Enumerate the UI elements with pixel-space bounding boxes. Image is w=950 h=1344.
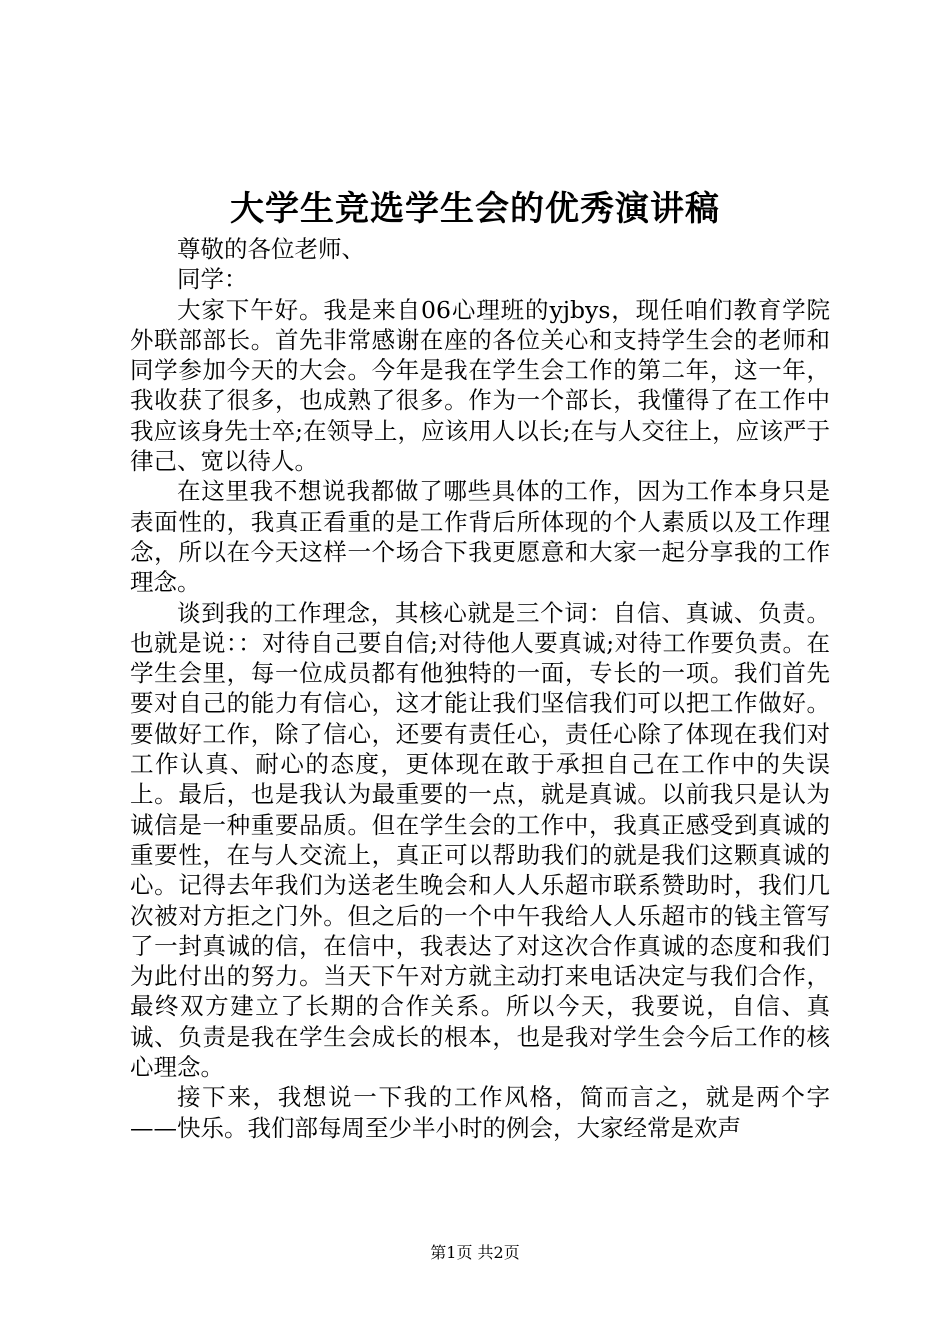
page-footer: 第1页 共2页 bbox=[430, 1243, 520, 1262]
document-title: 大学生竞选学生会的优秀演讲稿 bbox=[230, 189, 720, 229]
paragraph: 接下来，我想说一下我的工作风格，简而言之，就是两个字——快乐。我们部每周至少半小时的例会，大家经常是欢声 bbox=[130, 1083, 830, 1142]
salutation-line-2: 同学： bbox=[177, 265, 248, 294]
salutation-line-1: 尊敬的各位老师、 bbox=[177, 235, 365, 263]
document-body bbox=[130, 234, 830, 1143]
paragraph: 在这里我不想说我都做了哪些具体的工作，因为工作本身只是表面性的，我真正看重的是工作背后所体现的个人素质以及工作理念，所以在今天这样一个场合下我更愿意和大家一起分享我的工作理念。 bbox=[130, 477, 830, 597]
paragraph: 谈到我的工作理念，其核心就是三个词：自信、真诚、负责。也就是说：：对待自己要自信;对待他人要真诚;对待工作要负责。在学生会里，每一位成员都有他独特的一面，专长的一项。我们首先要对自己的能力有信心，这才能让我们坚信我们可以把工作做好。要做好工作，除了信心，还要有责任心，责任心除了体现在我们对工作认真、耐心的态度，更体现在敢于承担自己在工作中的失误上。最后，也是我认为最重要的一点，就是真诚。以前我只是认为诚信是一种重要品质。但在学生会的工作中，我真正感受到真诚的重要性，在与人交流上，真正可以帮助我们的就是我们这颗真诚的心。记得去年我们为送老生晚会和人人乐超市联系赞助时，我们几次被对方拒之门外。但之后的一个中午我给人人乐超市的钱主管写了一封真诚的信，在信中，我表达了对这次合作真诚的态度和我们为此付出的努力。当天下午对方就主动打来电话决定与我们合作，最终双方建立了长期的合作关系。所以今天，我要说，自信、真诚、负责是我在学生会成长的根本，也是我对学生会今后工作的核心理念。 bbox=[130, 598, 830, 1082]
paragraph: 大家下午好。我是来自06心理班的yjbys，现任咱们教育学院外联部部长。首先非常感谢在座的各位关心和支持学生会的老师和同学参加今天的大会。今年是我在学生会工作的第二年，这一年，我收获了很多，也成熟了很多。作为一个部长，我懂得了在工作中我应该身先士卒;在领导上，应该用人以长;在与人交往上，应该严于律己、宽以待人。 bbox=[130, 295, 830, 476]
